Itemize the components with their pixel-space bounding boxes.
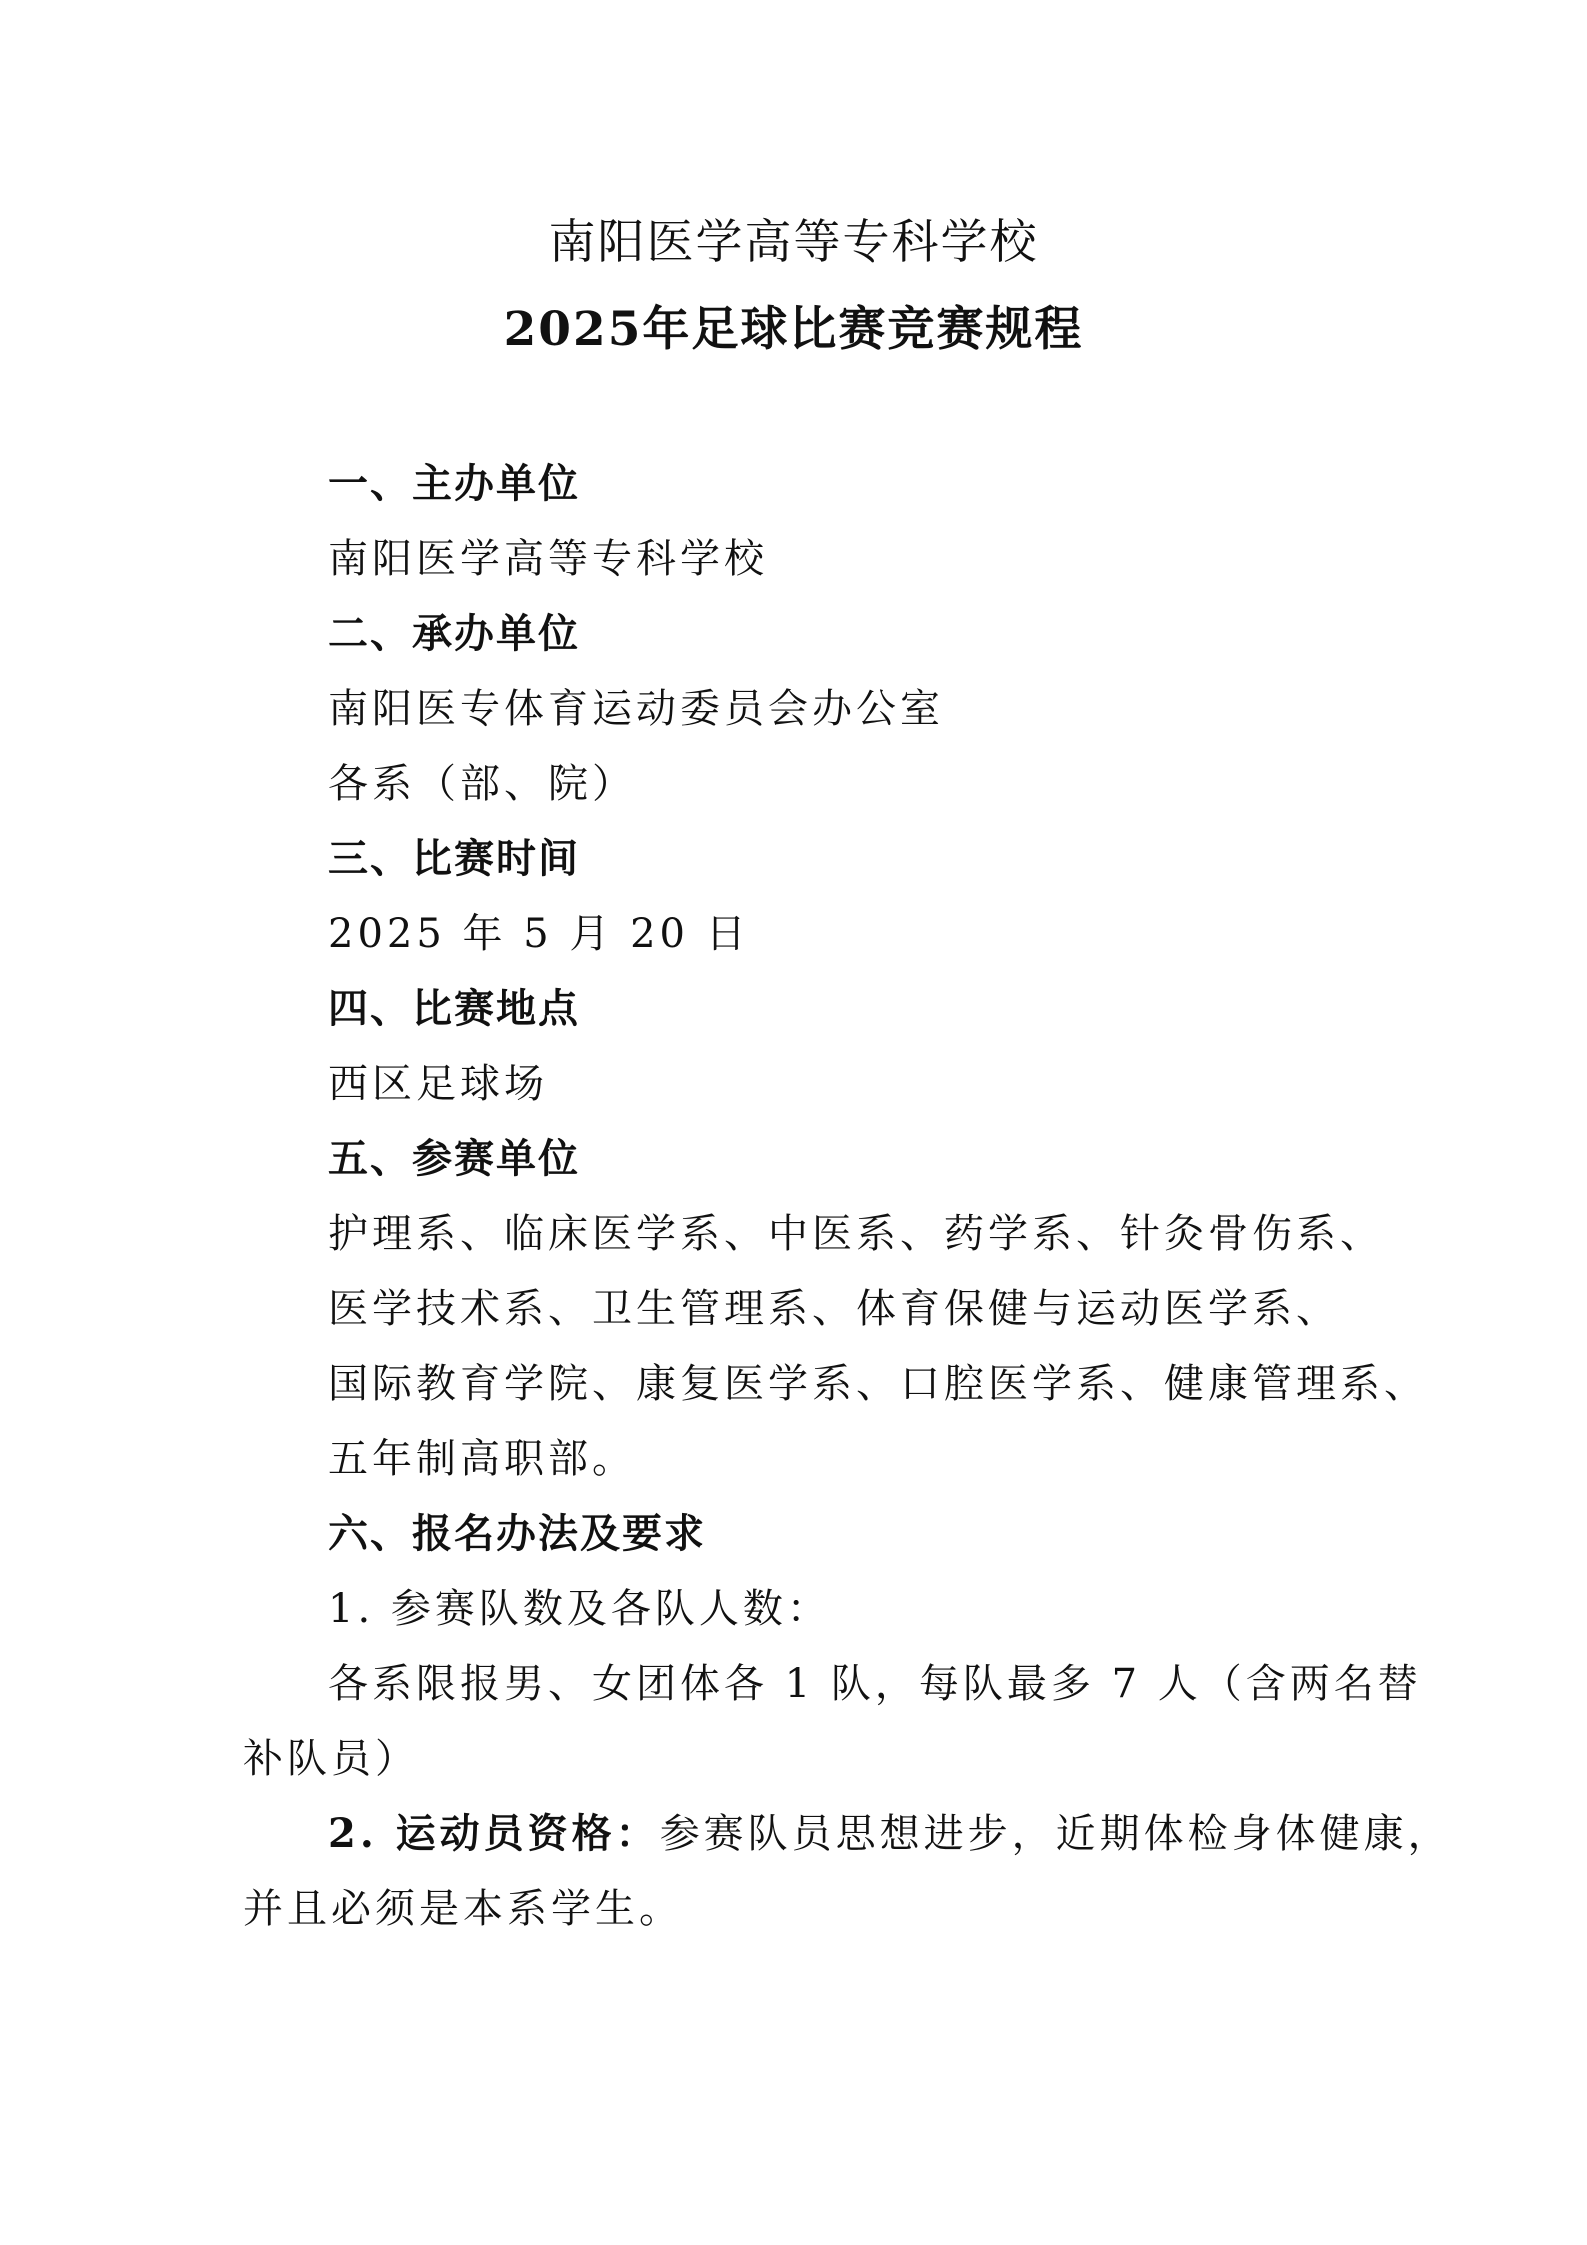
- time-text: 2025 年 5 月 20 日: [328, 911, 750, 957]
- section-heading-host: 二、承办单位: [328, 611, 580, 657]
- registration-item-2-text: 参赛队员思想进步，近期体检身体健康，: [659, 1811, 1452, 1857]
- document-title-school: 南阳医学高等专科学校: [548, 215, 1039, 270]
- registration-item-1-line-2: 补队员）: [243, 1736, 419, 1782]
- participants-line-4: 五年制高职部。: [328, 1436, 636, 1482]
- section-heading-time: 三、比赛时间: [328, 836, 580, 882]
- registration-item-2-line-2: 并且必须是本系学生。: [243, 1886, 683, 1932]
- section-heading-organizer: 一、主办单位: [328, 461, 580, 507]
- host-text-line-1: 南阳医专体育运动委员会办公室: [328, 686, 944, 732]
- registration-item-2-line-1: [328, 1808, 1452, 1860]
- registration-item-2-label: 2. 运动员资格：: [328, 1810, 660, 1857]
- document-title-event: 2025年足球比赛竞赛规程: [503, 302, 1084, 357]
- section-heading-venue: 四、比赛地点: [328, 986, 580, 1032]
- venue-text: 西区足球场: [328, 1061, 548, 1107]
- registration-item-1-label: 1. 参赛队数及各队人数：: [328, 1586, 831, 1632]
- participants-line-1: 护理系、临床医学系、中医系、药学系、针灸骨伤系、: [328, 1211, 1384, 1257]
- section-heading-participants: 五、参赛单位: [328, 1136, 580, 1182]
- organizer-text: 南阳医学高等专科学校: [328, 536, 768, 582]
- section-heading-registration: 六、报名办法及要求: [328, 1511, 706, 1557]
- registration-item-1-line-1: 各系限报男、女团体各 1 队，每队最多 7 人（含两名替: [328, 1661, 1422, 1707]
- host-text-line-2: 各系（部、院）: [328, 761, 636, 807]
- participants-line-3: 国际教育学院、康复医学系、口腔医学系、健康管理系、: [328, 1361, 1428, 1407]
- participants-line-2: 医学技术系、卫生管理系、体育保健与运动医学系、: [328, 1286, 1340, 1332]
